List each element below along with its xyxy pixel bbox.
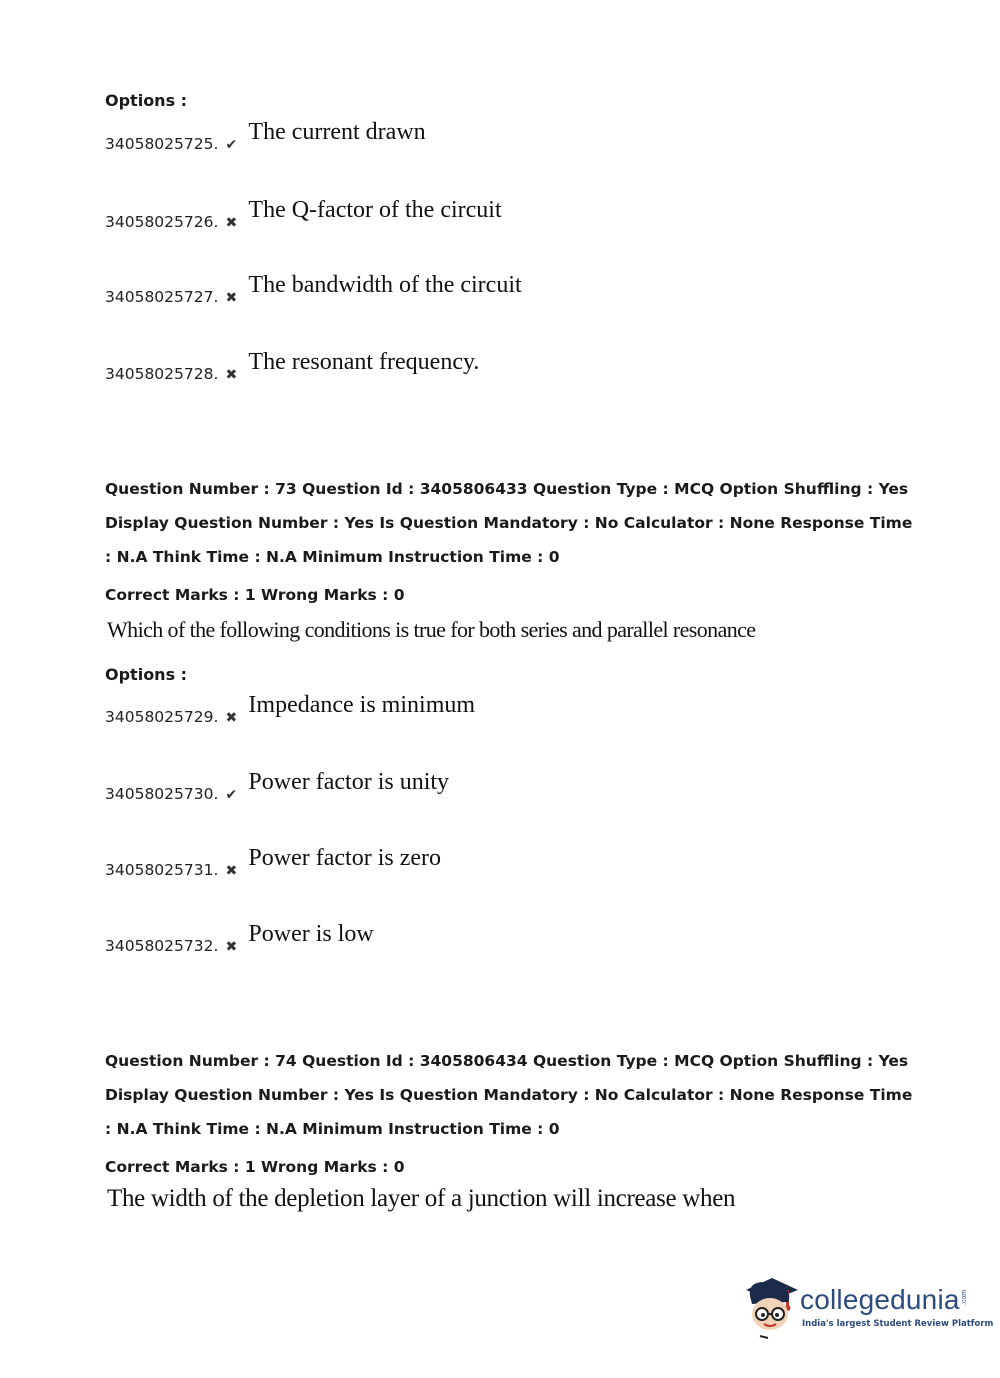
option-id: 34058025732. <box>105 936 219 955</box>
option-row <box>105 265 522 305</box>
cross-icon: ✖ <box>225 290 238 306</box>
check-icon: ✔ <box>225 787 238 803</box>
option-row <box>105 685 475 725</box>
option-row <box>105 914 374 954</box>
collegedunia-logo <box>742 1272 994 1342</box>
option-text: Power is low <box>248 921 374 947</box>
question-meta-line: Display Question Number : Yes Is Question Mandatory : No Calculator : None Response Time <box>105 514 913 532</box>
cross-icon: ✖ <box>225 367 238 383</box>
mascot-icon <box>742 1272 802 1342</box>
option-id: 34058025731. <box>105 860 219 879</box>
cross-icon: ✖ <box>225 215 238 231</box>
option-row <box>105 190 502 230</box>
option-text: Impedance is minimum <box>248 692 476 718</box>
question-meta-line: : N.A Think Time : N.A Minimum Instruction Time : 0 <box>105 1120 560 1138</box>
option-id: 34058025728. <box>105 364 219 383</box>
options-label: Options : <box>105 665 188 684</box>
marks-line: Correct Marks : 1 Wrong Marks : 0 <box>105 586 405 604</box>
option-text: Power factor is zero <box>248 845 441 871</box>
option-id: 34058025727. <box>105 287 219 306</box>
logo-text: collegedunia <box>800 1284 960 1315</box>
option-text: Power factor is unity <box>248 769 450 795</box>
option-id: 34058025726. <box>105 212 219 231</box>
question-meta-line: Question Number : 74 Question Id : 3405806434 Question Type : MCQ Option Shuffling : Yes <box>105 1052 909 1070</box>
cross-icon: ✖ <box>225 939 238 955</box>
logo-dotcom: .com <box>961 1289 969 1306</box>
cross-icon: ✖ <box>225 863 238 879</box>
option-row <box>105 342 479 382</box>
option-text: The Q-factor of the circuit <box>248 197 502 223</box>
question-text: Which of the following conditions is true for both series and parallel resonance <box>107 617 756 642</box>
option-row <box>105 762 449 802</box>
cross-icon: ✖ <box>225 710 238 726</box>
option-id: 34058025725. <box>105 134 219 153</box>
question-meta-line: Display Question Number : Yes Is Question Mandatory : No Calculator : None Response Time <box>105 1086 913 1104</box>
marks-line: Correct Marks : 1 Wrong Marks : 0 <box>105 1158 405 1176</box>
option-row <box>105 112 426 152</box>
option-text: The current drawn <box>248 119 426 145</box>
option-text: The bandwidth of the circuit <box>248 272 522 298</box>
question-meta-line: : N.A Think Time : N.A Minimum Instruction Time : 0 <box>105 548 560 566</box>
option-row <box>105 838 441 878</box>
option-id: 34058025730. <box>105 784 219 803</box>
options-label: Options : <box>105 91 188 110</box>
option-id: 34058025729. <box>105 707 219 726</box>
logo-tagline: India's largest Student Review Platform <box>802 1319 994 1329</box>
option-text: The resonant frequency. <box>248 349 480 375</box>
question-meta-line: Question Number : 73 Question Id : 3405806433 Question Type : MCQ Option Shuffling : Yes <box>105 480 909 498</box>
check-icon: ✔ <box>225 137 238 153</box>
question-text: The width of the depletion layer of a junction will increase when <box>107 1185 736 1212</box>
